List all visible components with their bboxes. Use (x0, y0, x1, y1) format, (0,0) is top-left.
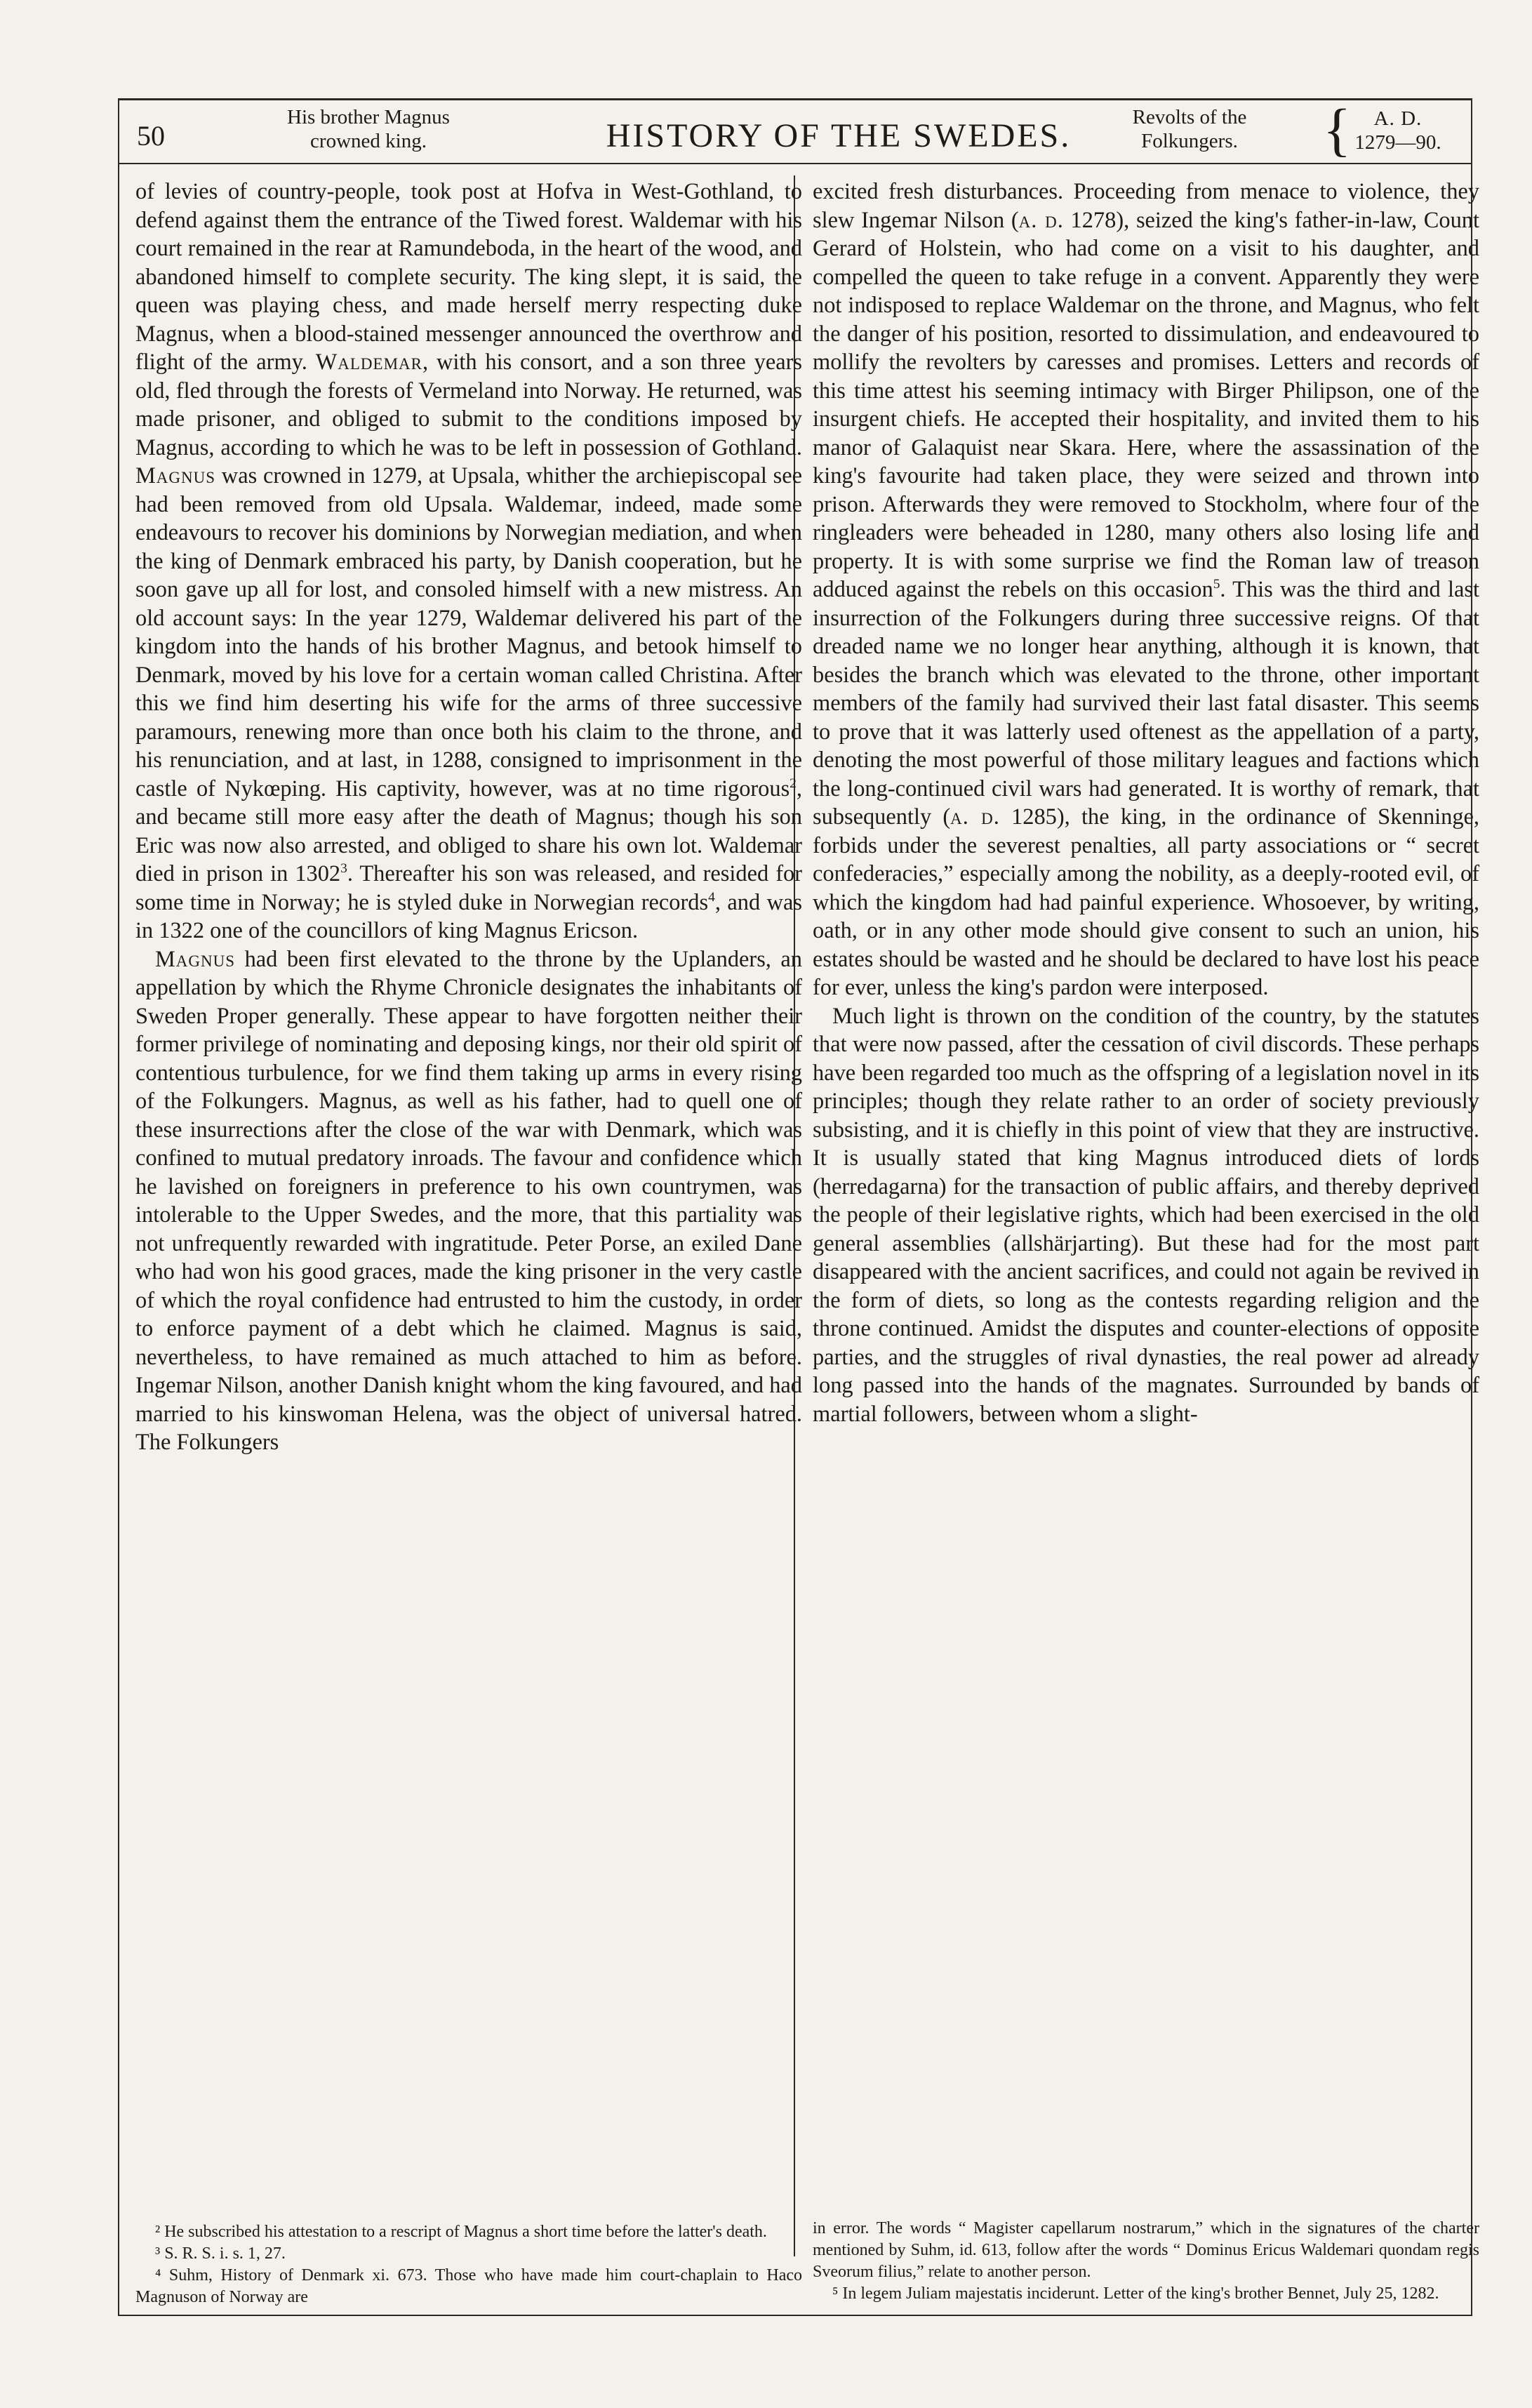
header-rule (118, 163, 1472, 164)
paragraph: Much light is thrown on the condition of the country, by the statutes that were now passed, after the cessation of civil discords. These perhaps have been regarded too much as the offspring of a legislation novel in its principles; though they relate rather to an order of society previously subsisting, and it is chiefly in this point of view that they are instructive. It is usually stated that king Magnus introduced diets of lords (herredagarna) for the transaction of public affairs, and thereby deprived the people of their legislative rights, which had been exercised in the old general assemblies (allshärjarting). But these had for the most part disappeared with the ancient sacrifices, and could not again be revived in the form of diets, so long as the contests regarding religion and the throne continued. Amidst the disputes and counter-elections of opposite parties, and the struggles of rival dynasties, the real power ad already long passed into the hands of the magnates. Surrounded by bands of martial followers, between whom a slight- (813, 1003, 1479, 1427)
top-rule (118, 98, 1472, 100)
footnote: ³ S. R. S. i. s. 1, 27. (155, 2244, 286, 2263)
footnote: ⁴ Suhm, History of Denmark xi. 673. Those who have made him court-chaplain to Haco Magnuson of Norway are (135, 2266, 802, 2306)
date-range (1338, 107, 1458, 154)
running-header (123, 98, 1467, 163)
brace-icon: { (1323, 98, 1352, 163)
page-number: 50 (137, 120, 165, 152)
ad-abbrev: a. d. (950, 804, 1000, 830)
paragraph: excited fresh disturbances. Proceeding from menace to violence, they slew Ingemar Nilson (a. d. 1278), seized the king's father-in-law, Count Gerard of Holstein, who had come on a visit to his daughter, and compelled the queen to take refuge in a convent. Apparently they were not indisposed to replace Waldemar on the throne, and Magnus, who felt the danger of his position, resorted to dissimulation, and endeavoured to mollify the revolters by caresses and promises. Letters and records of this time attest his seeming intimacy with Birger Philipson, one of the insurgent chiefs. He accepted their hospitality, and invited them to his manor of Galaquist near Skara. Here, where the assassination of the king's favourite had taken place, they were seized and thrown into prison. Afterwards they were removed to Stockholm, where four of the ringleaders were beheaded in 1280, many others also losing life and property. It is with some surprise we find the Roman law of treason adduced against the rebels on this occasion$^5$. This was the third and last insurrection of the Folkungers during three successive reigns. Of that dreaded name we no longer hear anything, although it is known, that besides the branch which was elevated to the throne, other important members of the family had survived their last fatal disaster. This seems to prove that it was latterly used oftenest as the appellation of a party, denoting the most powerful of those military leagues and factions which the long-continued civil wars had generated. It is worthy of remark, that subsequently (a. d. 1285), the king, in the ordinance of Skenninge, forbids under the severest penalties, all party associations or “ secret confederacies,” especially among the nobility, as a deeply-rooted evil, of which the kingdom had had painful experience. Whosoever, by writing, oath, or in any other mode should give consent to such an union, his estates should be wasted and he should be declared to have lost his peace for ever, unless the king's pardon were interposed. (813, 179, 1480, 1000)
ad-abbrev: a. d. (1018, 207, 1064, 233)
footnote-ref[interactable]: 2 (790, 776, 797, 791)
paragraph: of levies of country-people, took post at Hofva in West-Gothland, to defend against them the entrance of the Tiwed forest. Waldemar with his court remained in the rear at Ramundeboda, in the heart of the wood, and abandoned himself to complete security. The king slept, it is said, the queen was playing chess, and made herself merry respecting duke Magnus, when a blood-stained messenger announced the overthrow and flight of the army. Waldemar, with his consort, and a son three years old, fled through the forests of Vermeland into Norway. He returned, was made prisoner, and obliged to submit to the conditions imposed by Magnus, according to which he was to be left in possession of Gothland. Magnus was crowned in 1279, at Upsala, whither the archiepiscopal see had been removed from old Upsala. Waldemar, indeed, made some endeavours to recover his dominions by Norwegian mediation, and when the king of Denmark embraced his party, by Danish cooperation, but he soon gave up all for lost, and consoled himself with a new mistress. An old account says: In the year 1279, Waldemar delivered his part of the kingdom into the hands of his brother Magnus, and betook himself to Denmark, moved by his love for a certain woman called Christina. After this we find him deserting his wife for the arms of three successive paramours, renewing more than once both his claim to the throne, and his renunciation, and at last, in 1288, consigned to imprisonment in the castle of Nykœping. His captivity, however, was at no time rigorous$^2$, and became still more easy after the death of Magnus; though his son Eric was now also arrested, and obliged to share his own lot. Waldemar died in prison in 1302$^3$. Thereafter his son was released, and resided for some time in Norway; he is styled duke in Norwegian records$^4$, and was in 1322 one of the councillors of king Magnus Ericson. (135, 179, 802, 943)
right-side-note-line-1: Revolts of the (1132, 106, 1247, 128)
right-column (813, 178, 1479, 1428)
footnote: ⁵ In legem Juliam majestatis inciderunt. Letter of the king's brother Bennet, July 25, 1282. (832, 2284, 1439, 2303)
bottom-rule (118, 2315, 1472, 2316)
right-side-note (1084, 105, 1295, 153)
small-caps-name: Magnus (155, 946, 236, 972)
footnote-ref[interactable]: 3 (340, 861, 347, 877)
paragraph: Magnus had been first elevated to the throne by the Uplanders, an appellation by which the Rhyme Chronicle designates the inhabitants of Sweden Proper generally. These appear to have forgotten neither their former privilege of nominating and deposing kings, nor their old spirit of contentious turbulence, for we find them taking up arms in every rising of the Folkungers. Magnus, as well as his father, had to quell one of these insurrections after the close of the war with Denmark, which was confined to mutual predatory inroads. The favour and confidence which he lavished on foreigners in preference to his own countrymen, was intolerable to the Upper Swedes, and the more, that this partiality was not unfrequently rewarded with ingratitude. Peter Porse, an exiled Dane who had won his good graces, made the king prisoner in the very castle of which the royal confidence had entrusted to him the custody, in order to enforce payment of a debt which he claimed. Magnus is said, nevertheless, to have remained as much attached to him as before. Ingemar Nilson, another Danish knight whom the king favoured, and had married to his kinswoman Helena, was the object of universal hatred. The Folkungers (135, 946, 802, 1455)
footnote-continuation: in error. The words “ Magister capellarum nostrarum,” which in the signatures of the charter mentioned by Suhm, id. 613, follow after the words “ Dominus Ericus Waldemari quondam regis Sveorum filius,” relate to another person. (813, 2219, 1479, 2281)
left-side-note-line-1: His brother Magnus (287, 106, 450, 128)
footnotes-left (135, 2221, 802, 2308)
ad-label: A. D. (1373, 107, 1423, 130)
left-side-note (263, 105, 474, 153)
page-title: HISTORY OF THE SWEDES. (606, 117, 1072, 154)
footnote-ref[interactable]: 4 (708, 889, 715, 905)
footnotes-right (813, 2218, 1479, 2305)
left-border (118, 98, 119, 2316)
small-caps-name: Magnus (135, 463, 216, 488)
right-side-note-line-2: Folkungers. (1141, 130, 1238, 152)
ad-years: 1279—90. (1354, 131, 1441, 154)
footnote-ref[interactable]: 5 (1213, 577, 1220, 592)
left-side-note-line-2: crowned king. (310, 130, 427, 152)
small-caps-name: Waldemar (315, 350, 422, 375)
footnote: ² He subscribed his attestation to a rescript of Magnus a short time before the latter's death. (155, 2223, 767, 2241)
left-column (135, 178, 802, 1457)
